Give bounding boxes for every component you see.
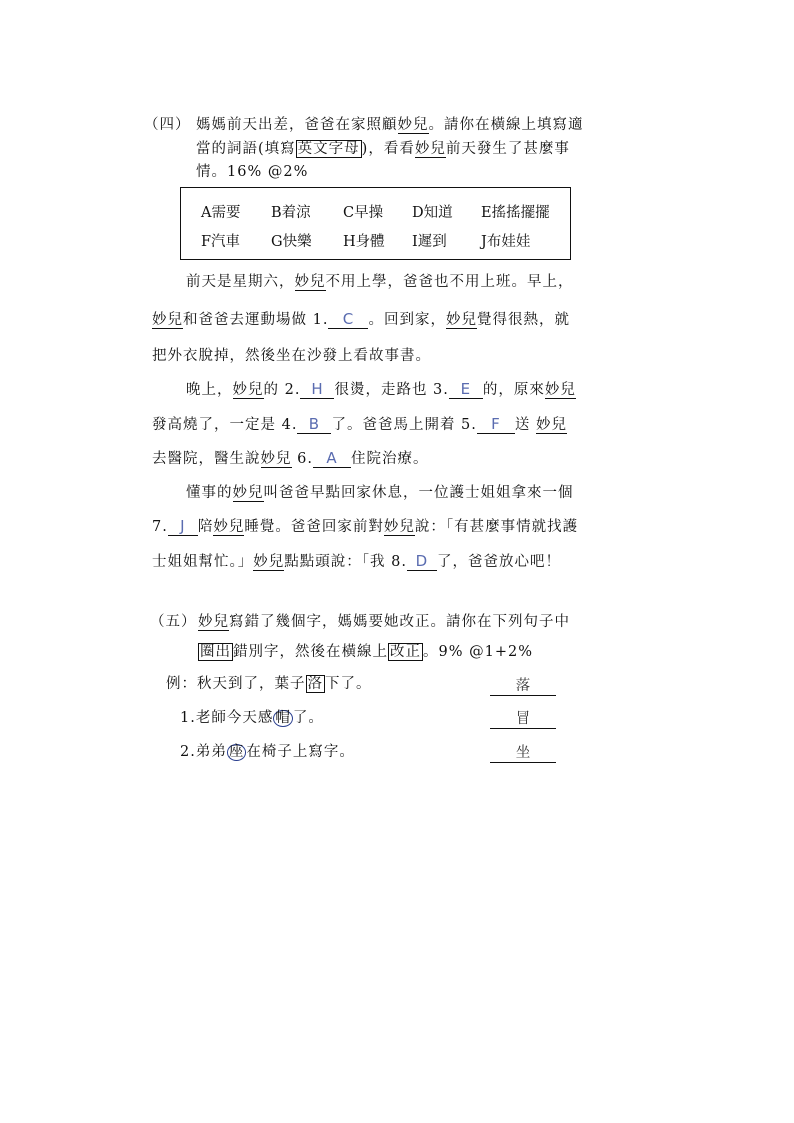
text-segment: 發高燒了，一定是 4. <box>152 417 298 433</box>
text-segment: 6. <box>291 451 313 467</box>
text-segment: 例：秋天到了，葉子 <box>166 676 306 692</box>
text-segment: 叫爸爸早點回家休息，一位護士姐姐拿來一個 <box>263 485 574 501</box>
text-segment: 。請你在橫線上填寫適 <box>428 117 584 133</box>
option-f: F汽車 <box>201 234 241 250</box>
text-segment: 7. <box>152 519 168 535</box>
text-segment: 前天是星期六， <box>186 274 295 290</box>
circled-wrong-char-2: 座 <box>228 744 245 760</box>
name-miaoer: 妙兒 <box>544 382 576 398</box>
answer-blank-7[interactable] <box>168 517 198 536</box>
text-segment: 的 2. <box>263 382 301 398</box>
p3-line1 <box>186 481 574 502</box>
answer-blank-1[interactable] <box>328 310 368 329</box>
example-wrong-char: 洛 <box>307 676 323 692</box>
handwritten-answer: F <box>491 415 501 433</box>
sentence-2 <box>180 740 355 761</box>
option-j: J布娃娃 <box>481 234 531 250</box>
option-h: H身體 <box>343 234 385 250</box>
handwritten-answer: E <box>460 380 472 398</box>
answer-blank-6[interactable] <box>313 449 351 468</box>
boxed-circle-out: 圈出 <box>200 644 231 660</box>
answer-blank-2[interactable] <box>300 380 334 399</box>
handwritten-answer: B <box>308 415 321 433</box>
circled-wrong-char-1: 帽 <box>275 710 291 726</box>
text-segment: 陪 <box>197 519 214 535</box>
correction-2[interactable]: 坐 <box>490 741 556 763</box>
text-segment: 懂事的 <box>186 485 233 501</box>
text-segment: 去醫院，醫生說 <box>152 451 261 467</box>
name-miaoer: 妙兒 <box>232 382 264 398</box>
q5-number: （五） <box>150 614 197 630</box>
name-miaoer: 妙兒 <box>414 141 446 157</box>
p2-line1 <box>186 378 576 399</box>
p3-line2 <box>152 515 578 536</box>
name-miaoer: 妙兒 <box>152 312 183 328</box>
name-miaoer: 妙兒 <box>253 554 285 570</box>
option-i: I遲到 <box>412 234 447 250</box>
text-segment: 當的詞語(填寫 <box>196 141 296 157</box>
text-segment: 前天發生了甚麼事 <box>445 141 570 157</box>
option-b: B着涼 <box>271 205 311 221</box>
p1-line1 <box>186 270 574 291</box>
text-segment: 。9% @1+2% <box>423 644 533 660</box>
name-miaoer: 妙兒 <box>383 519 415 535</box>
option-c: C早操 <box>343 205 384 221</box>
handwritten-answer: C <box>342 310 355 328</box>
text-segment: 送 <box>514 417 531 433</box>
p2-line2 <box>152 413 567 434</box>
text-segment: 士姐姐幫忙。」 <box>152 554 254 570</box>
example-correction: 落 <box>490 674 556 696</box>
text-segment: )，看看 <box>361 141 415 157</box>
text-segment: 了。爸爸馬上開着 5. <box>331 417 477 433</box>
handwritten-answer: H <box>311 380 324 398</box>
text-segment: 的，原來 <box>482 382 545 398</box>
name-miaoer: 妙兒 <box>445 312 477 328</box>
answer-blank-5[interactable] <box>477 415 515 434</box>
text-segment: 媽媽前天出差，爸爸在家照顧 <box>196 117 398 133</box>
text-segment: 不用上學，爸爸也不用上班。早上， <box>325 274 574 290</box>
answer-blank-4[interactable] <box>297 415 331 434</box>
handwritten-answer: A <box>326 449 338 467</box>
text-segment: 住院治療。 <box>350 451 429 467</box>
option-a: A需要 <box>201 205 241 221</box>
name-miaoer: 妙兒 <box>260 451 292 467</box>
text-segment: 錯別字，然後在橫線上 <box>233 644 388 660</box>
text-segment: 下了。 <box>325 676 372 692</box>
q5-instruction-line1 <box>198 610 570 631</box>
p1-line2 <box>152 308 570 329</box>
option-e: E搖搖擺擺 <box>481 205 550 221</box>
text-segment: 和爸爸去運動場做 1. <box>183 312 329 328</box>
text-segment: 2.弟弟 <box>180 744 227 760</box>
text-segment: 寫錯了幾個字，媽媽要她改正。請你在下列句子中 <box>229 614 570 630</box>
option-g: G快樂 <box>271 234 312 250</box>
text-segment: 說：「有甚麼事情就找護 <box>414 519 579 535</box>
word-options-box <box>180 187 571 260</box>
text-segment: 了。 <box>292 710 324 726</box>
handwritten-answer: D <box>415 552 429 570</box>
q4-score-note: 情。16% @2% <box>196 164 309 180</box>
text-segment: 很燙，走路也 3. <box>334 382 449 398</box>
name-miaoer: 妙兒 <box>536 417 568 433</box>
text-segment: 點點頭說：「我 8. <box>284 554 407 570</box>
text-segment: 睡覺。爸爸回家前對 <box>244 519 384 535</box>
text-segment: 晚上， <box>186 382 233 398</box>
text-segment: 覺得很熱，就 <box>476 312 570 328</box>
example-sentence <box>166 672 372 693</box>
q4-number: （四） <box>144 117 191 133</box>
handwritten-answer: J <box>180 517 186 535</box>
boxed-correct: 改正 <box>390 644 421 660</box>
option-d: D知道 <box>412 205 453 221</box>
name-miaoer: 妙兒 <box>213 519 245 535</box>
answer-blank-8[interactable] <box>407 552 437 571</box>
q4-instruction-line1 <box>196 113 584 134</box>
answer-blank-3[interactable] <box>449 380 483 399</box>
p2-line3 <box>152 447 428 468</box>
text-segment: 。回到家， <box>368 312 446 328</box>
correction-1[interactable]: 冒 <box>490 707 556 729</box>
boxed-english-letters: 英文字母 <box>297 141 360 157</box>
q5-instruction-line2 <box>198 640 533 661</box>
p1-line3: 把外衣脫掉，然後坐在沙發上看故事書。 <box>152 348 431 364</box>
name-miaoer: 妙兒 <box>397 117 429 133</box>
name-miaoer: 妙兒 <box>232 485 264 501</box>
text-segment: 1.老師今天感 <box>180 710 274 726</box>
sentence-1 <box>180 706 324 727</box>
p3-line3 <box>152 550 561 571</box>
text-segment: 在椅子上寫字。 <box>246 744 355 760</box>
name-miaoer: 妙兒 <box>198 614 229 630</box>
name-miaoer: 妙兒 <box>294 274 326 290</box>
text-segment: 了，爸爸放心吧！ <box>436 554 561 570</box>
q4-instruction-line2 <box>196 137 570 158</box>
